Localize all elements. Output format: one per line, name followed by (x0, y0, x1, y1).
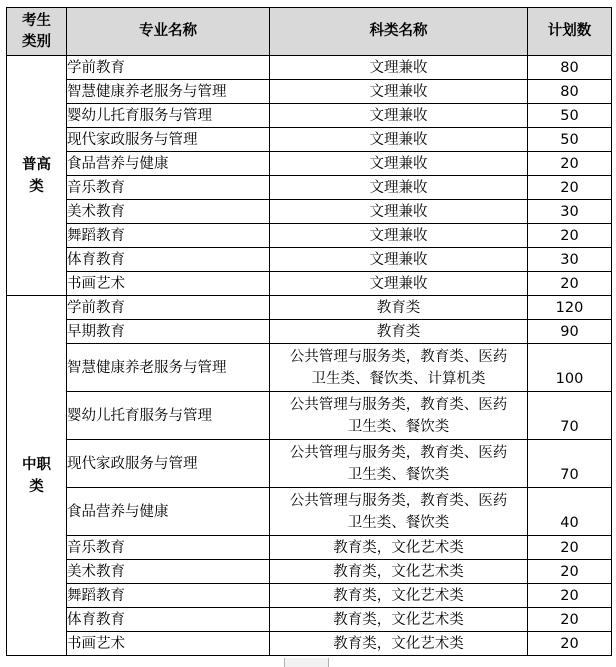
table-row (7, 344, 612, 392)
enrollment-plan-table (6, 7, 612, 656)
subject-cell: 公共管理与服务类，教育类、医药 卫生类、餐饮类 (270, 392, 528, 440)
subject-cell: 教育类 (270, 320, 528, 344)
major-cell: 舞蹈教育 (67, 584, 270, 608)
major-cell: 食品营养与健康 (67, 488, 270, 536)
subject-cell: 教育类，文化艺术类 (270, 560, 528, 584)
table-row (7, 152, 612, 176)
table-row (7, 128, 612, 152)
plan-count-cell: 30 (528, 248, 612, 272)
subject-cell: 文理兼收 (270, 272, 528, 296)
subject-cell: 文理兼收 (270, 128, 528, 152)
table-row (7, 536, 612, 560)
subject-cell: 文理兼收 (270, 176, 528, 200)
subject-cell: 文理兼收 (270, 56, 528, 80)
subject-cell: 教育类 (270, 296, 528, 320)
table-row (7, 584, 612, 608)
subject-cell: 教育类，文化艺术类 (270, 584, 528, 608)
subject-cell: 教育类，文化艺术类 (270, 608, 528, 632)
table-row (7, 608, 612, 632)
major-cell: 智慧健康养老服务与管理 (67, 80, 270, 104)
major-cell: 体育教育 (67, 608, 270, 632)
subject-cell: 教育类，文化艺术类 (270, 632, 528, 656)
subject-cell: 文理兼收 (270, 200, 528, 224)
plan-count-cell: 50 (528, 128, 612, 152)
table-row (7, 440, 612, 488)
header-subject: 科类名称 (270, 8, 528, 56)
table-row (7, 80, 612, 104)
table-row (7, 296, 612, 320)
major-cell: 食品营养与健康 (67, 152, 270, 176)
table-row (7, 176, 612, 200)
major-cell: 书画艺术 (67, 272, 270, 296)
plan-count-cell: 20 (528, 152, 612, 176)
major-cell: 婴幼儿托育服务与管理 (67, 104, 270, 128)
subject-cell: 文理兼收 (270, 80, 528, 104)
table-row (7, 632, 612, 656)
plan-count-cell: 80 (528, 80, 612, 104)
plan-count-cell: 40 (528, 488, 612, 536)
table-row (7, 104, 612, 128)
plan-count-cell: 20 (528, 536, 612, 560)
table-row (7, 200, 612, 224)
subject-cell: 文理兼收 (270, 224, 528, 248)
table-row (7, 224, 612, 248)
major-cell: 体育教育 (67, 248, 270, 272)
subject-cell: 文理兼收 (270, 104, 528, 128)
table-row (7, 320, 612, 344)
table-header-row (7, 8, 612, 56)
major-cell: 学前教育 (67, 296, 270, 320)
table-body (7, 56, 612, 656)
subject-cell: 公共管理与服务类，教育类、医药 卫生类、餐饮类 (270, 440, 528, 488)
table-row (7, 560, 612, 584)
plan-count-cell: 20 (528, 560, 612, 584)
major-cell: 舞蹈教育 (67, 224, 270, 248)
plan-count-cell: 100 (528, 344, 612, 392)
plan-count-cell: 20 (528, 272, 612, 296)
plan-count-cell: 30 (528, 200, 612, 224)
plan-count-cell: 20 (528, 608, 612, 632)
major-cell: 婴幼儿托育服务与管理 (67, 392, 270, 440)
header-category: 考生 类别 (7, 8, 67, 56)
major-cell: 美术教育 (67, 200, 270, 224)
category-cell: 普高 类 (7, 56, 67, 296)
plan-count-cell: 120 (528, 296, 612, 320)
major-cell: 书画艺术 (67, 632, 270, 656)
table-row (7, 248, 612, 272)
major-cell: 音乐教育 (67, 176, 270, 200)
plan-count-cell: 80 (528, 56, 612, 80)
major-cell: 学前教育 (67, 56, 270, 80)
table-row (7, 56, 612, 80)
category-cell: 中职 类 (7, 296, 67, 656)
plan-count-cell: 90 (528, 320, 612, 344)
plan-count-cell: 20 (528, 176, 612, 200)
table-row (7, 488, 612, 536)
plan-count-cell: 70 (528, 392, 612, 440)
plan-count-cell: 50 (528, 104, 612, 128)
major-cell: 智慧健康养老服务与管理 (67, 344, 270, 392)
table-row (7, 272, 612, 296)
header-plan: 计划数 (528, 8, 612, 56)
subject-cell: 公共管理与服务类，教育类、医药 卫生类、餐饮类 (270, 488, 528, 536)
plan-count-cell: 20 (528, 224, 612, 248)
major-cell: 美术教育 (67, 560, 270, 584)
subject-cell: 文理兼收 (270, 248, 528, 272)
plan-count-cell: 20 (528, 632, 612, 656)
subject-cell: 文理兼收 (270, 152, 528, 176)
table-row (7, 392, 612, 440)
subject-cell: 公共管理与服务类，教育类、医药 卫生类、餐饮类、计算机类 (270, 344, 528, 392)
major-cell: 早期教育 (67, 320, 270, 344)
plan-count-cell: 70 (528, 440, 612, 488)
plan-count-cell: 20 (528, 584, 612, 608)
major-cell: 音乐教育 (67, 536, 270, 560)
header-major: 专业名称 (67, 8, 270, 56)
horizontal-scrollbar-thumb[interactable] (284, 658, 329, 667)
major-cell: 现代家政服务与管理 (67, 128, 270, 152)
major-cell: 现代家政服务与管理 (67, 440, 270, 488)
subject-cell: 教育类，文化艺术类 (270, 536, 528, 560)
